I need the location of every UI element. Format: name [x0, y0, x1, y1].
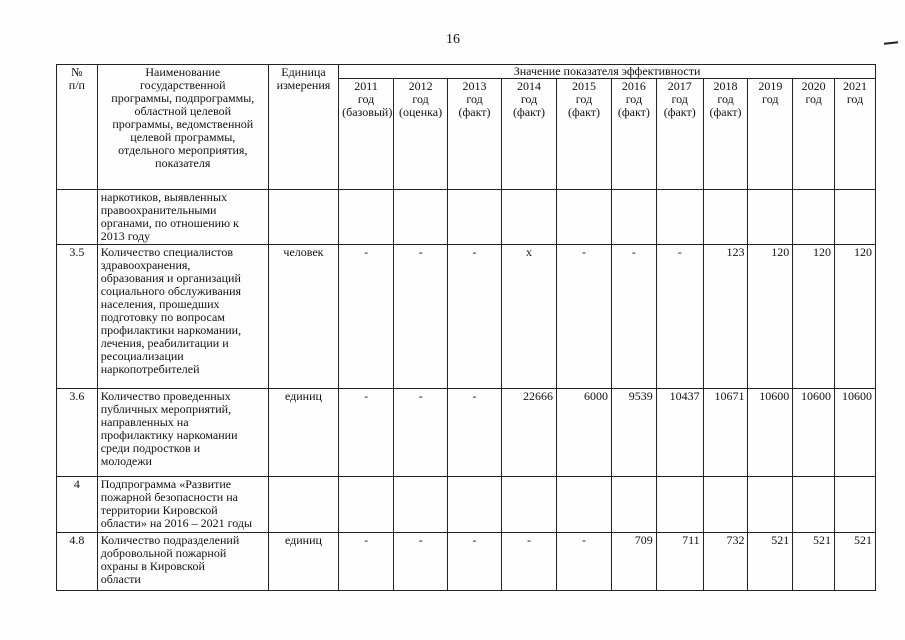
col-header-year — [394, 79, 448, 190]
efficiency-indicators-table — [56, 64, 876, 591]
year-header-line: (факт) — [567, 105, 600, 119]
indicator-value — [611, 190, 656, 245]
table-row — [57, 245, 876, 389]
year-header-line: 2016 — [621, 79, 646, 93]
indicator-value: - — [656, 245, 703, 389]
year-header-line: 2014 — [517, 79, 541, 93]
indicator-value: - — [611, 245, 656, 389]
indicator-value: 120 — [793, 245, 835, 389]
indicator-value: 732 — [703, 533, 748, 591]
indicator-name: Количество проведенных публичных мероприятий, направленных на профилактику наркомании среди подростков и молодежи — [97, 389, 268, 477]
col-header-year — [339, 79, 394, 190]
indicator-value: - — [448, 533, 502, 591]
indicator-value: - — [394, 533, 448, 591]
row-number — [57, 190, 98, 245]
indicator-value: 711 — [656, 533, 703, 591]
indicator-value: - — [557, 533, 612, 591]
indicator-value: - — [394, 245, 448, 389]
row-number: 4.8 — [57, 533, 98, 591]
indicator-value — [339, 190, 394, 245]
row-number: 3.5 — [57, 245, 98, 389]
col-header-unit: Единица измерения — [268, 65, 338, 190]
indicator-value: 10600 — [835, 389, 876, 477]
unit-of-measure — [268, 190, 338, 245]
indicator-value — [339, 477, 394, 533]
indicator-value — [557, 477, 612, 533]
indicator-value — [656, 190, 703, 245]
indicator-value — [448, 190, 502, 245]
indicator-name: Количество специалистов здравоохранения, образования и организаций социального обслуживания населения, прошедших подготовку по вопросам профилактики наркомании, лечения, реабилитации и ресоциализации наркопотребителей — [97, 245, 268, 389]
indicator-value: 521 — [748, 533, 793, 591]
indicator-value: 123 — [703, 245, 748, 389]
year-header-line: 2012 — [408, 79, 433, 93]
indicator-value: - — [448, 245, 502, 389]
indicator-value: - — [394, 389, 448, 477]
year-header-line: год — [846, 92, 864, 106]
year-header-line: год — [762, 92, 779, 106]
col-header-year — [448, 79, 502, 190]
year-header-line: 2015 — [571, 79, 596, 93]
year-header-line: (базовый) — [342, 105, 393, 119]
col-header-year — [502, 79, 557, 190]
indicator-value: - — [502, 533, 557, 591]
indicator-value — [502, 477, 557, 533]
indicator-value: 120 — [835, 245, 876, 389]
col-header-year — [611, 79, 656, 190]
col-header-year — [793, 79, 835, 190]
indicator-value — [835, 477, 876, 533]
year-header-line: год — [717, 92, 734, 106]
col-header-num: № п/п — [57, 65, 98, 190]
indicator-name: Количество подразделений добровольной пожарной охраны в Кировской области — [97, 533, 268, 591]
indicator-value: 22666 — [502, 389, 557, 477]
table-row — [57, 389, 876, 477]
year-header-line: 2020 — [801, 79, 826, 93]
table-row — [57, 190, 876, 245]
indicator-value — [656, 477, 703, 533]
year-header-line: 2017 — [667, 79, 692, 93]
indicator-value: - — [557, 245, 612, 389]
corner-pen-mark — [884, 41, 898, 44]
page-number: 16 — [446, 32, 460, 47]
indicator-value — [793, 477, 835, 533]
col-header-name: Наименование государственной программы, подпрограммы, областной целевой программы, ведомственной целевой программы, отдельного мероприятия, показателя — [97, 65, 268, 190]
year-header-line: (оценка) — [398, 105, 443, 119]
col-header-year — [835, 79, 876, 190]
indicator-value: 120 — [748, 245, 793, 389]
year-header-line: год — [671, 92, 688, 106]
indicator-value: 10600 — [748, 389, 793, 477]
year-header-line: год — [575, 92, 593, 106]
indicator-value — [835, 190, 876, 245]
row-number: 4 — [57, 477, 98, 533]
col-header-group-efficiency: Значение показателя эффективности — [339, 65, 876, 79]
indicator-value: 10600 — [793, 389, 835, 477]
year-header-line: 2021 — [843, 79, 867, 93]
table-row — [57, 477, 876, 533]
year-header-line: год — [625, 92, 643, 106]
indicator-value: х — [502, 245, 557, 389]
year-header-line: (факт) — [663, 105, 696, 119]
year-header-line: (факт) — [617, 105, 650, 119]
col-header-year — [748, 79, 793, 190]
indicator-value: - — [339, 389, 394, 477]
indicator-value: 10437 — [656, 389, 703, 477]
year-header-line: год — [520, 92, 538, 106]
indicator-value: 9539 — [611, 389, 656, 477]
year-header-line: год — [357, 92, 375, 106]
indicator-value — [448, 477, 502, 533]
indicator-value — [703, 477, 748, 533]
row-number: 3.6 — [57, 389, 98, 477]
col-header-year — [703, 79, 748, 190]
unit-of-measure: человек — [268, 245, 338, 389]
unit-of-measure — [268, 477, 338, 533]
indicator-value — [703, 190, 748, 245]
indicator-value — [557, 190, 612, 245]
indicator-value — [502, 190, 557, 245]
year-header-line: год — [412, 92, 429, 106]
indicator-value: 709 — [611, 533, 656, 591]
indicator-value — [394, 477, 448, 533]
indicator-value: 521 — [835, 533, 876, 591]
indicator-value: 6000 — [557, 389, 612, 477]
indicator-name: Подпрограмма «Развитие пожарной безопасности на территории Кировской области» на 2016 – 2021 годы — [97, 477, 268, 533]
col-header-year — [656, 79, 703, 190]
indicator-value — [611, 477, 656, 533]
year-header-line: 2018 — [713, 79, 738, 93]
col-header-year — [557, 79, 612, 190]
unit-of-measure: единиц — [268, 533, 338, 591]
year-header-line: 2011 — [354, 79, 378, 93]
header-row-group — [57, 65, 876, 79]
year-header-line: год — [805, 92, 822, 106]
table-row — [57, 533, 876, 591]
indicator-value — [748, 190, 793, 245]
year-header-line: год — [466, 92, 483, 106]
indicator-value — [793, 190, 835, 245]
indicator-value — [748, 477, 793, 533]
year-header-line: (факт) — [709, 105, 742, 119]
indicator-value: - — [339, 533, 394, 591]
indicator-value: - — [448, 389, 502, 477]
indicator-value: - — [339, 245, 394, 389]
year-header-line: 2019 — [758, 79, 783, 93]
year-header-line: (факт) — [513, 105, 546, 119]
year-header-line: (факт) — [458, 105, 491, 119]
unit-of-measure: единиц — [268, 389, 338, 477]
indicator-value: 10671 — [703, 389, 748, 477]
indicator-value: 521 — [793, 533, 835, 591]
indicator-value — [394, 190, 448, 245]
year-header-line: 2013 — [462, 79, 487, 93]
indicator-name: наркотиков, выявленных правоохранительными органами, по отношению к 2013 году — [97, 190, 268, 245]
